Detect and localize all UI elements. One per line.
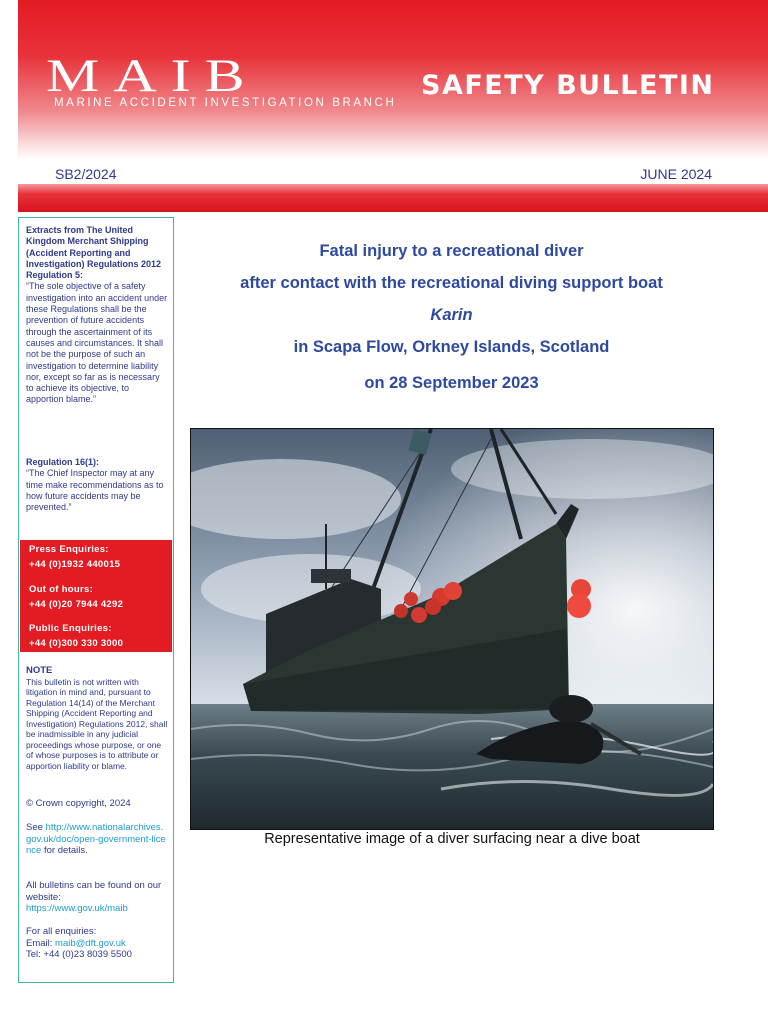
extract-heading: Extracts from The United Kingdom Merchant Shipping (Accident Reporting and Investigation) Regulations 2012 Regulation 5:	[26, 225, 162, 281]
title-line-2: after contact with the recreational diving support boat	[240, 274, 663, 292]
licence-link[interactable]: http://www.nationalarchives.gov.uk/doc/open-government-licence	[26, 822, 166, 856]
press-label: Press Enquiries:	[29, 544, 109, 555]
bulletin-reference: SB2/2024	[55, 166, 117, 182]
regulation-extract	[26, 225, 168, 406]
bulletins-text: All bulletins can be found on our website:	[26, 880, 162, 903]
email-label: Email:	[26, 937, 53, 949]
header-band	[18, 0, 768, 160]
header-divider-bar	[18, 184, 768, 212]
note-text: This bulletin is not written with litigation in mind and, pursuant to Regulation 14(14) of the Merchant Shipping (Accident Reporting and Investigation) Regulations 2012, shall be inadmissible in any judicial proceedings whose purpose, or one of whose purposes is to attribute or apportion liability or blame.	[26, 676, 168, 771]
see-prefix: See	[26, 822, 43, 833]
reference-row	[18, 160, 768, 184]
enquiries-text: For all enquiries:	[26, 926, 97, 937]
sidebar	[18, 217, 174, 983]
regulation-16	[26, 457, 168, 513]
hours-phone: +44 (0)20 7944 4292	[29, 599, 124, 610]
hours-label: Out of hours:	[29, 584, 94, 595]
see-suffix: for details.	[43, 845, 88, 856]
logo-subtitle: MARINE ACCIDENT INVESTIGATION BRANCH	[54, 97, 397, 109]
maib-logo: MAIB	[46, 49, 259, 102]
bulletin-title: SAFETY BULLETIN	[421, 70, 715, 101]
vessel-name: Karin	[430, 306, 473, 324]
regulation-text: “The Chief Inspector may at any time make recommendations as to how future accidents may be prevented.”	[26, 468, 164, 513]
enquiries-info	[26, 926, 168, 961]
title-line-4: in Scapa Flow, Orkney Islands, Scotland	[293, 338, 610, 356]
contact-box	[20, 540, 172, 652]
bulletins-info	[26, 880, 168, 915]
note-heading: NOTE	[26, 665, 53, 676]
extract-text: “The sole objective of a safety investigation into an accident under these Regulations shall be the prevention of future accidents through the ascertainment of its causes and circumstances. It shall not be the purpose of such an investigation to determine liability nor, except so far as is necessary to achieve its objective, to apportion blame.”	[26, 281, 168, 405]
photo-illustration	[191, 429, 713, 829]
email-row	[26, 938, 168, 950]
bulletin-date: JUNE 2024	[640, 166, 712, 182]
public-label: Public Enquiries:	[29, 623, 112, 634]
website-link[interactable]: https://www.gov.uk/maib	[26, 903, 128, 914]
legal-note	[26, 666, 168, 771]
dive-boat-photo	[190, 428, 714, 830]
public-phone: +44 (0)300 330 3000	[29, 638, 124, 649]
title-line-1: Fatal injury to a recreational diver	[319, 242, 584, 260]
licence-info	[26, 822, 168, 857]
press-phone: +44 (0)1932 440015	[29, 559, 121, 570]
copyright: © Crown copyright, 2024	[26, 798, 131, 809]
title-line-5: on 28 September 2023	[364, 374, 539, 392]
regulation-heading: Regulation 16(1):	[26, 457, 100, 467]
email-link[interactable]: maib@dft.gov.uk	[55, 937, 126, 949]
photo-caption: Representative image of a diver surfacing near a dive boat	[264, 831, 640, 847]
telephone: Tel: +44 (0)23 8039 5500	[26, 949, 132, 960]
